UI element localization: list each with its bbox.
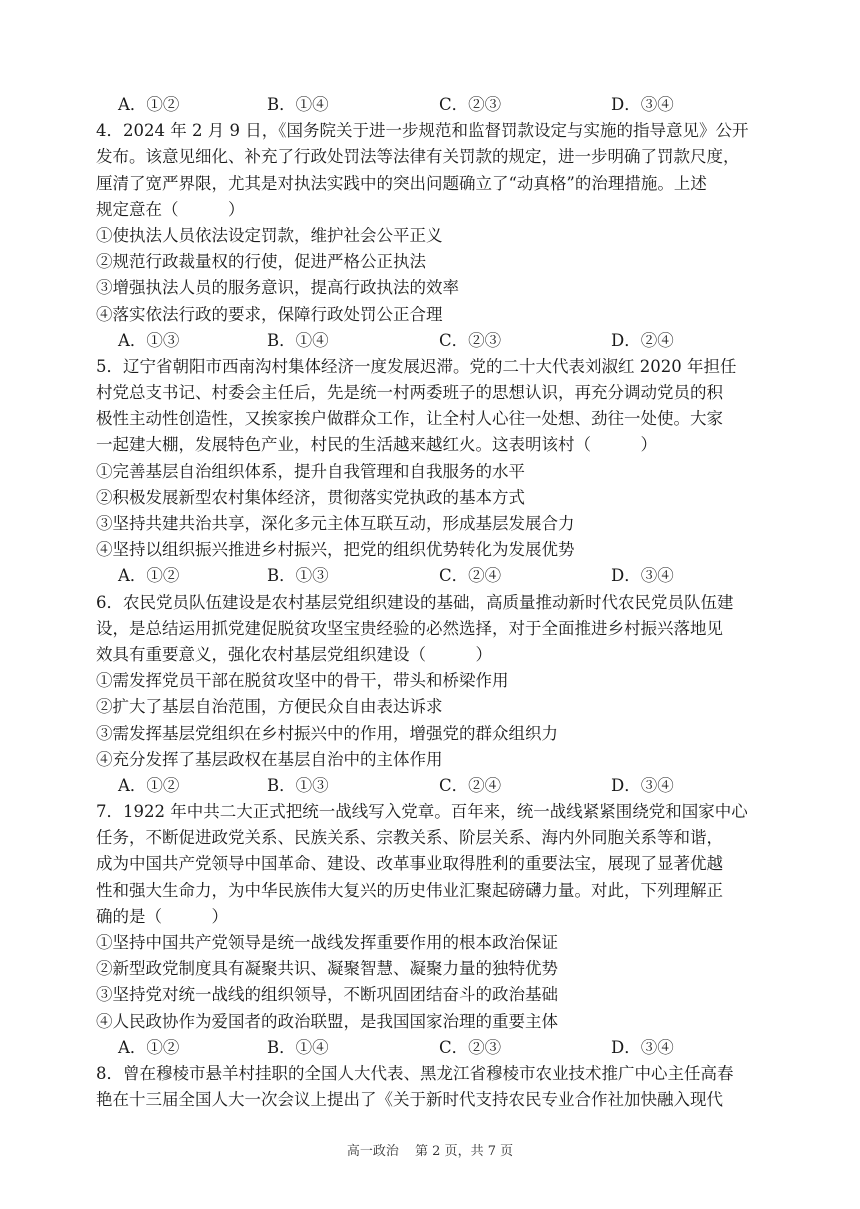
q7-option-c: C．②③ bbox=[439, 1037, 502, 1057]
q5-option-c: C．②④ bbox=[439, 566, 502, 586]
question-4 bbox=[96, 118, 776, 354]
q6-options bbox=[96, 773, 776, 799]
footer-subject: 高一政治 bbox=[346, 1144, 399, 1159]
q5-option-b: B．①③ bbox=[267, 566, 329, 586]
q7-option-a: A．①② bbox=[118, 1037, 180, 1057]
q5-options bbox=[96, 563, 776, 589]
q6-item: ①需发挥党员干部在脱贫攻坚中的骨干，带头和桥梁作用 bbox=[96, 671, 509, 691]
q7-option-d: D．③④ bbox=[611, 1037, 674, 1057]
q5-stem-line: 一起建大棚，发展特色产业，村民的生活越来越红火。这表明该村（ ） bbox=[96, 435, 657, 455]
q4-stem-line: 4．2024 年 2 月 9 日，《国务院关于进一步规范和监督罚款设定与实施的指导意见》公开 bbox=[96, 121, 749, 141]
q5-item: ①完善基层自治组织体系，提升自我管理和自我服务的水平 bbox=[96, 461, 525, 481]
q4-item: ①使执法人员依法设定罚款，维护社会公平正义 bbox=[96, 225, 443, 245]
q6-stem-line: 6．农民党员队伍建设是农村基层党组织建设的基础，高质量推动新时代农民党员队伍建 bbox=[96, 592, 734, 612]
q6-option-a: A．①② bbox=[118, 775, 180, 795]
q8-stem-line: 8．曾在穆棱市悬羊村挂职的全国人大代表、黑龙江省穆棱市农业技术推广中心主任高春 bbox=[96, 1063, 734, 1083]
q7-stem-line: 任务，不断促进政党关系、民族关系、宗教关系、阶层关系、海内外同胞关系等和谐， bbox=[96, 828, 723, 848]
q4-option-b: B．①④ bbox=[267, 330, 329, 350]
q7-option-b: B．①④ bbox=[267, 1037, 329, 1057]
q4-item: ④落实依法行政的要求，保障行政处罚公正合理 bbox=[96, 304, 443, 324]
q5-item: ④坚持以组织振兴推进乡村振兴，把党的组织优势转化为发展优势 bbox=[96, 540, 575, 560]
q6-option-b: B．①③ bbox=[267, 775, 329, 795]
q7-stem-line: 成为中国共产党领导中国革命、建设、改革事业取得胜利的重要法宝，展现了显著优越 bbox=[96, 854, 723, 874]
q5-stem-line: 5．辽宁省朝阳市西南沟村集体经济一度发展迟滞。党的二十大代表刘淑红 2020 年担任 bbox=[96, 356, 737, 376]
q5-item: ②积极发展新型农村集体经济，贯彻落实党执政的基本方式 bbox=[96, 487, 525, 507]
q4-options bbox=[96, 328, 776, 354]
q6-item: ②扩大了基层自治范围，方便民众自由表达诉求 bbox=[96, 697, 443, 717]
q3-option-d: D．③④ bbox=[611, 95, 674, 114]
q3-option-b: B．①④ bbox=[267, 95, 329, 114]
q4-option-a: A．①③ bbox=[118, 330, 180, 350]
footer-page-number: 第 2 页，共 7 页 bbox=[415, 1144, 514, 1159]
question-5 bbox=[96, 354, 776, 590]
question-7 bbox=[96, 799, 776, 1061]
q6-option-d: D．③④ bbox=[611, 775, 674, 795]
q7-stem-line: 7．1922 年中共二大正式把统一战线写入党章。百年来，统一战线紧紧围绕党和国家中心 bbox=[96, 802, 748, 822]
q4-item: ③增强执法人员的服务意识，提高行政执法的效率 bbox=[96, 278, 459, 298]
q3-option-c: C．②③ bbox=[439, 95, 502, 114]
q7-item: ④人民政协作为爱国者的政治联盟，是我国国家治理的重要主体 bbox=[96, 1011, 558, 1031]
q6-item: ③需发挥基层党组织在乡村振兴中的作用，增强党的群众组织力 bbox=[96, 723, 558, 743]
q4-option-d: D．②④ bbox=[611, 330, 674, 350]
q4-item: ②规范行政裁量权的行使，促进严格公正执法 bbox=[96, 252, 426, 272]
q5-stem-line: 村党总支书记、村委会主任后，先是统一村两委班子的思想认识，再充分调动党员的积 bbox=[96, 383, 723, 403]
q4-option-c: C．②③ bbox=[439, 330, 502, 350]
q7-stem-line: 性和强大生命力，为中华民族伟大复兴的历史伟业汇聚起磅礴力量。对此，下列理解正 bbox=[96, 880, 723, 900]
q4-stem-line: 规定意在（ ） bbox=[96, 199, 245, 219]
q6-option-c: C．②④ bbox=[439, 775, 502, 795]
question-8 bbox=[96, 1061, 776, 1113]
q6-stem-line: 设，是总结运用抓党建促脱贫攻坚宝贵经验的必然选择，对于全面推进乡村振兴落地见 bbox=[96, 618, 723, 638]
q4-stem-line: 发布。该意见细化、补充了行政处罚法等法律有关罚款的规定，进一步明确了罚款尺度， bbox=[96, 147, 740, 167]
q7-stem-line: 确的是（ ） bbox=[96, 906, 228, 926]
q7-item: ①坚持中国共产党领导是统一战线发挥重要作用的根本政治保证 bbox=[96, 933, 558, 952]
page-footer bbox=[0, 1140, 860, 1159]
q8-stem-line: 艳在十三届全国人大一次会议上提出了《关于新时代支持农民专业合作社加快融入现代 bbox=[96, 1090, 723, 1110]
q5-option-a: A．①② bbox=[118, 566, 180, 586]
q3-option-a: A．①② bbox=[118, 95, 180, 114]
q3-options bbox=[96, 92, 776, 118]
q5-item: ③坚持共建共治共享，深化多元主体互联互动，形成基层发展合力 bbox=[96, 514, 575, 533]
q5-option-d: D．③④ bbox=[611, 566, 674, 586]
question-6 bbox=[96, 590, 776, 800]
page-content bbox=[96, 92, 776, 1113]
q7-item: ②新型政党制度具有凝聚共识、凝聚智慧、凝聚力量的独特优势 bbox=[96, 959, 558, 979]
q4-stem-line: 厘清了宽严界限，尤其是对执法实践中的突出问题确立了“动真格”的治理措施。上述 bbox=[96, 173, 707, 193]
q6-item: ④充分发挥了基层政权在基层自治中的主体作用 bbox=[96, 749, 443, 769]
q5-stem-line: 极性主动性创造性，又挨家挨户做群众工作，让全村人心往一处想、劲往一处使。大家 bbox=[96, 409, 723, 429]
q6-stem-line: 效具有重要意义，强化农村基层党组织建设（ ） bbox=[96, 644, 492, 664]
q7-item: ③坚持党对统一战线的组织领导，不断巩固团结奋斗的政治基础 bbox=[96, 985, 558, 1005]
q7-options bbox=[96, 1035, 776, 1061]
